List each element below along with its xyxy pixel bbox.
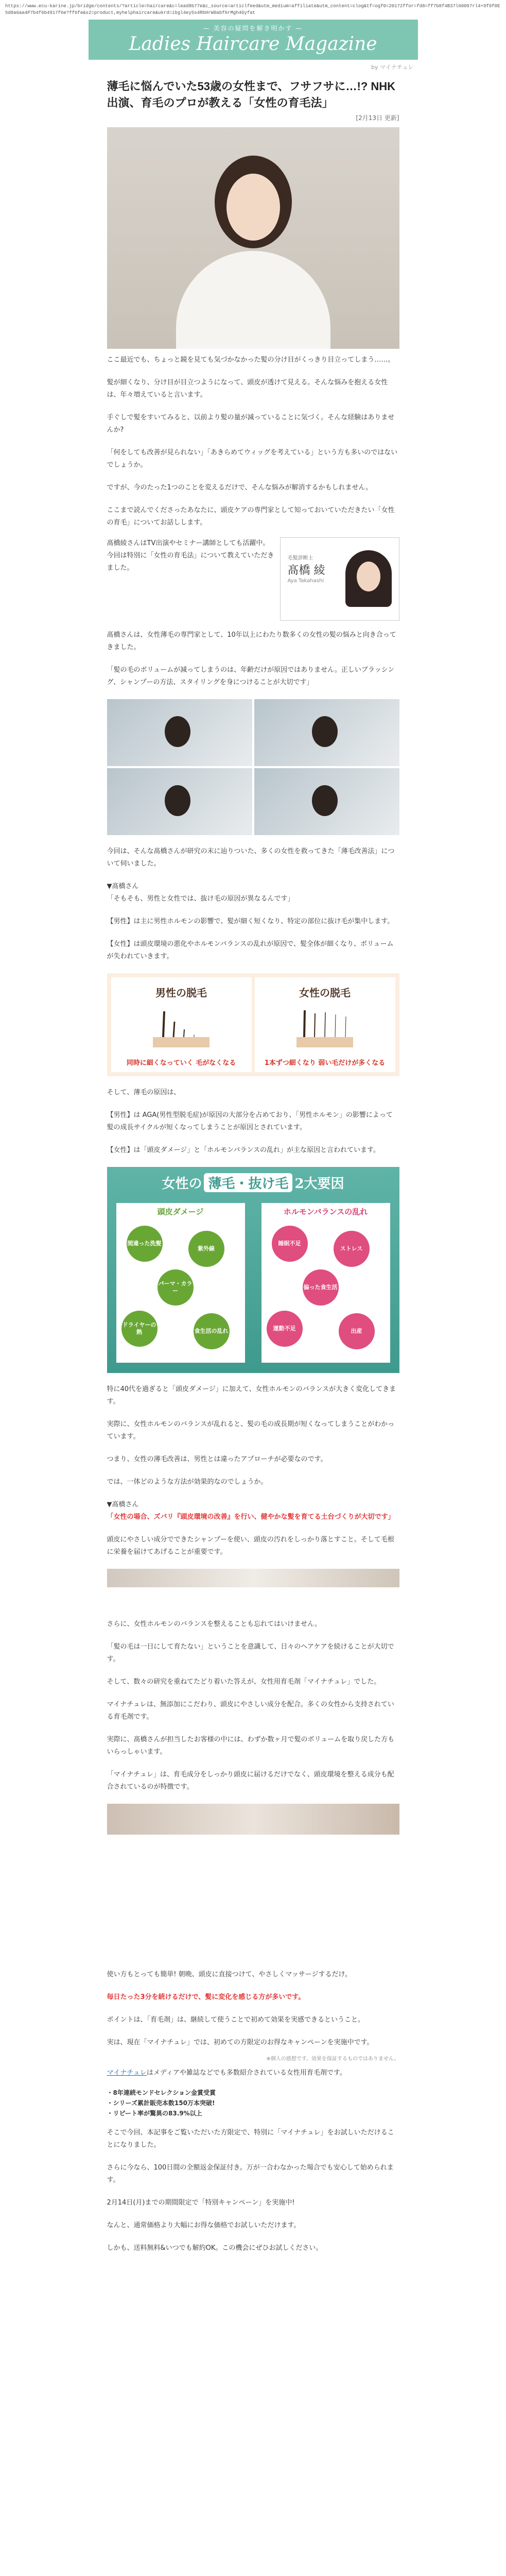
treatment-photo xyxy=(107,699,252,766)
profile-text: 髙橋綾さんはTV出演やセミナー講師としても活躍中。今回は特別に「女性の育毛法」について教えていただきました。 xyxy=(107,539,274,572)
quote-body: 「そもそも、男性と女性では、抜け毛の原因が異なるんです」 xyxy=(107,895,294,903)
female-column xyxy=(255,977,395,1072)
female-title: 女性の脱毛 xyxy=(299,988,351,999)
male-hair-illustration xyxy=(153,1006,210,1047)
highlight-paragraph: 毎日たった3分を続けるだけで、髪に変化を感じる方が多いです。 xyxy=(107,1993,305,2001)
scalp-damage-bubbles xyxy=(116,1221,245,1363)
paragraph: 特に40代を過ぎると「頭皮ダメージ」に加えて、女性ホルモンのバランスが大きく変化してきます。 xyxy=(107,1385,396,1405)
paragraph: 頭皮にやさしい成分でできたシャンプーを使い、頭皮の汚れをしっかり落とすこと。そして毛根に栄養を届けてあげることが重要です。 xyxy=(107,1536,394,1556)
pr-credit: by マイナチュレ xyxy=(371,64,414,71)
paragraph: 手ぐしで髪をすいてみると、以前より髪の量が減っていることに気づく。そんな経験はありませんか? xyxy=(107,414,395,434)
quote-label: ▼髙橋さん xyxy=(107,1501,139,1509)
paragraph: 実際に、女性ホルモンのバランスが乱れると、髪の毛の成長期が短くなってしまうことがわかっています。 xyxy=(107,1420,395,1440)
cause-bubble: ストレス xyxy=(334,1231,370,1267)
paragraph: なんと、通常価格より大幅にお得な価格でお試しいただけます。 xyxy=(107,2222,301,2229)
expert-name-en: Aya Takahashi xyxy=(287,578,324,584)
cause-bubble: 出産 xyxy=(339,1313,375,1349)
cause-bubble: 紫外線 xyxy=(188,1231,224,1267)
female-desc: 1本ずつ細くなり 弱い毛だけが多くなる xyxy=(264,1059,386,1067)
hormone-title: ホルモンバランスの乱れ xyxy=(283,1207,368,1216)
product-banner-image xyxy=(107,1804,399,1835)
infographic-title xyxy=(107,1173,399,1192)
expert-name: 髙橋 綾 xyxy=(287,564,325,577)
paragraph: しかも、送料無料&いつでも解約OK。この機会にぜひお試しください。 xyxy=(107,2244,323,2252)
treatment-photo xyxy=(254,699,399,766)
paragraph: 髙橋さんは、女性薄毛の専門家として、10年以上にわたり数多くの女性の髪の悩みと向き合ってきました。 xyxy=(107,631,396,651)
article-date: [2月13日 更新] xyxy=(356,114,399,122)
infographic-title-pre: 女性の xyxy=(162,1176,202,1192)
paragraph: さらに、女性ホルモンのバランスを整えることも忘れてはいけません。 xyxy=(107,1620,321,1628)
cause-bubble: 睡眠不足 xyxy=(272,1226,308,1262)
scalp-damage-title: 頭皮ダメージ xyxy=(157,1207,204,1216)
paragraph: そして、数々の研究を重ねてたどり着いた答えが、女性用育毛剤「マイナチュレ」でした。 xyxy=(107,1678,381,1686)
quote-label: ▼髙橋さん xyxy=(107,883,139,890)
hormone-bubbles xyxy=(261,1221,390,1363)
causes-infographic xyxy=(107,1167,399,1373)
cause-bubble: 間違った洗髪 xyxy=(127,1226,163,1262)
hero-figure-face xyxy=(226,174,280,241)
divider-image xyxy=(107,1569,399,1587)
female-point: 【女性】は頭皮環境の悪化やホルモンバランスの乱れが原因で、髪全体が細くなり、ボリュームが失われていきます。 xyxy=(107,940,394,960)
expert-photo xyxy=(345,550,392,607)
hero-figure-body xyxy=(176,251,330,349)
male-title: 男性の脱毛 xyxy=(155,988,207,999)
male-desc: 同時に細くなっていく 毛がなくなる xyxy=(126,1059,236,1067)
paragraph: 「髪の毛のボリュームが減ってしまうのは、年齢だけが原因ではありません。正しいブラッシング、シャンプーの方法、スタイリングを身につけることが大切です」 xyxy=(107,666,395,686)
paragraph: ここまで読んでくださったあなたに、頭皮ケアの専門家として知っておいていただきたい「女性の育毛」についてお話しします。 xyxy=(107,506,395,527)
paragraph: 使い方もとっても簡単! 朝晩、頭皮に直接つけて、やさしくマッサージするだけ。 xyxy=(107,1971,352,1978)
cause-bubble: ドライヤーの熱 xyxy=(121,1311,158,1347)
product-bullets xyxy=(89,2084,418,2122)
male-point: 【男性】は主に男性ホルモンの影響で、髪が細く短くなり、特定の部位に抜け毛が集中します。 xyxy=(107,918,394,925)
paragraph: では、一体どのような方法が効果的なのでしょうか。 xyxy=(107,1478,268,1486)
product-text: はメディアや雑誌などでも多数紹介されている女性用育毛剤です。 xyxy=(146,2069,346,2077)
treatment-photo xyxy=(254,768,399,835)
paragraph: 【女性】は「頭皮ダメージ」と「ホルモンバランスの乱れ」が主な原因と言われています。 xyxy=(107,1146,380,1154)
intro-paragraph: ここ最近でも、ちょっと鏡を見ても気づかなかった髪の分け目がくっきり目立ってしまう……。 xyxy=(107,356,395,364)
product-bullet: ・8年連続モンドセレクション金賞受賞 xyxy=(107,2089,216,2096)
infographic-title-badge: 薄毛・抜け毛 xyxy=(204,1173,292,1192)
paragraph: 髪が細くなり、分け目が目立つようになって、頭皮が透けて見える。そんな悩みを抱える女性は、年々増えていると言います。 xyxy=(107,379,388,399)
paragraph: 実は、現在「マイナチュレ」では、初めての方限定のお得なキャンペーンを実施中です。 xyxy=(107,2039,374,2046)
paragraph: 「マイナチュレ」は、育毛成分をしっかり頭皮に届けるだけでなく、頭皮環境を整える成分も配合されているのが特徴です。 xyxy=(107,1771,394,1791)
paragraph: そこで今回、本記事をご覧いただいた方限定で、特別に「マイナチュレ」をお試しいただけることになりました。 xyxy=(107,2129,394,2149)
cause-bubble: パーマ・カラー xyxy=(158,1269,194,1306)
paragraph: そして、薄毛の原因は、 xyxy=(107,1089,181,1096)
product-bullet: ・シリーズ累計販売本数150万本突破! xyxy=(107,2099,215,2107)
article-page xyxy=(89,20,418,2260)
paragraph: 実際に、髙橋さんが担当したお客様の中には、わずか数ヶ月で髪のボリュームを取り戻した方もいらっしゃいます。 xyxy=(107,1736,395,1756)
infographic-title-post: 2大要因 xyxy=(294,1176,344,1192)
scalp-damage-panel xyxy=(116,1203,245,1363)
section-lead: 今回は、そんな髙橋さんが研究の末に辿りついた、多くの女性を救ってきた「薄毛改善法」について伺いました。 xyxy=(107,848,395,868)
product-bullet: ・リピート率が驚異の83.9%以上 xyxy=(107,2110,202,2117)
expert-profile xyxy=(107,537,399,621)
quote-body: 「女性の場合、ズバリ『頭皮環境の改善』を行い、健やかな髪を育てる土台づくりが大切です」 xyxy=(107,1513,395,1521)
site-banner[interactable] xyxy=(89,20,418,60)
male-column xyxy=(111,977,252,1072)
hormone-panel xyxy=(261,1203,390,1363)
paragraph: 「何をしても改善が見られない」「あきらめてウィッグを考えている」という方も多いのではないでしょうか。 xyxy=(107,449,398,469)
paragraph: ポイントは、「育毛剤」は、継続して使うことで初めて効果を実感できるということ。 xyxy=(107,2016,365,2024)
treatment-photo xyxy=(107,768,252,835)
banner-subtitle: — 美容の疑問を解き明かす — xyxy=(203,25,303,32)
paragraph: つまり、女性の薄毛改善は、男性とは違ったアプローチが必要なのです。 xyxy=(107,1455,327,1463)
article-headline: 薄毛に悩んでいた53歳の女性まで、フサフサに…!? NHK出演、育毛のプロが教える「女性の育毛法」 xyxy=(107,80,396,109)
paragraph: ですが、今のたった1つのことを変えるだけで、そんな悩みが解消するかもしれません。 xyxy=(107,484,373,492)
product-link[interactable]: マイナチュレ xyxy=(107,2069,147,2077)
female-hair-illustration xyxy=(296,1006,353,1047)
expert-card xyxy=(280,537,399,621)
cause-bubble: 偏った食生活 xyxy=(303,1269,339,1306)
product-intro xyxy=(89,2062,418,2084)
site-title: Ladies Haircare Magazine xyxy=(129,33,377,55)
paragraph: 「髪の毛は一日にして育たない」ということを意識して、日々のヘアケアを続けることが大切です。 xyxy=(107,1643,394,1663)
treatment-photos xyxy=(107,699,399,835)
cause-bubble: 食生活の乱れ xyxy=(194,1313,230,1349)
expert-role: 毛髪診断士 xyxy=(287,555,313,561)
hair-loss-comparison xyxy=(107,973,399,1076)
browser-url: https://www.ecu-karine.jp/bridge/contents/?article=haircare&c=lead8b77e&c_source=articlfeed&utm_medium=affiliate&utm_content=clog&tf=ogf0=20172ffor=fd8=ff7b8f4B37l60097rl4+9f9f0E5d8a6aa4P7b4f6b4917f6e?ff6fe&s2=product,myhelphaircare&ukrd=ibgl4ey5s4RbHrW0abf6rMgh4Gyfat xyxy=(5,4,500,15)
campaign-paragraph: 2月14日(月)までの期間限定で「特別キャンペーン」を実施中! xyxy=(107,2199,295,2207)
cause-bubble: 運動不足 xyxy=(267,1311,303,1347)
paragraph: マイナチュレは、無添加にこだわり、頭皮にやさしい成分を配合。多くの女性から支持されている育毛剤です。 xyxy=(107,1701,394,1721)
hero-photo xyxy=(107,127,399,349)
disclaimer-note: ※個人の感想です。効果を保証するものではありません。 xyxy=(266,2056,399,2062)
paragraph: さらに今なら、100日間の全額返金保証付き。万が一合わなかった場合でも安心して始められます。 xyxy=(107,2164,394,2184)
paragraph: 【男性】は AGA(男性型脱毛症)が原因の大部分を占めており、「男性ホルモン」の影響によって髪の成長サイクルが短くなってしまうことが原因とされています。 xyxy=(107,1111,393,1131)
